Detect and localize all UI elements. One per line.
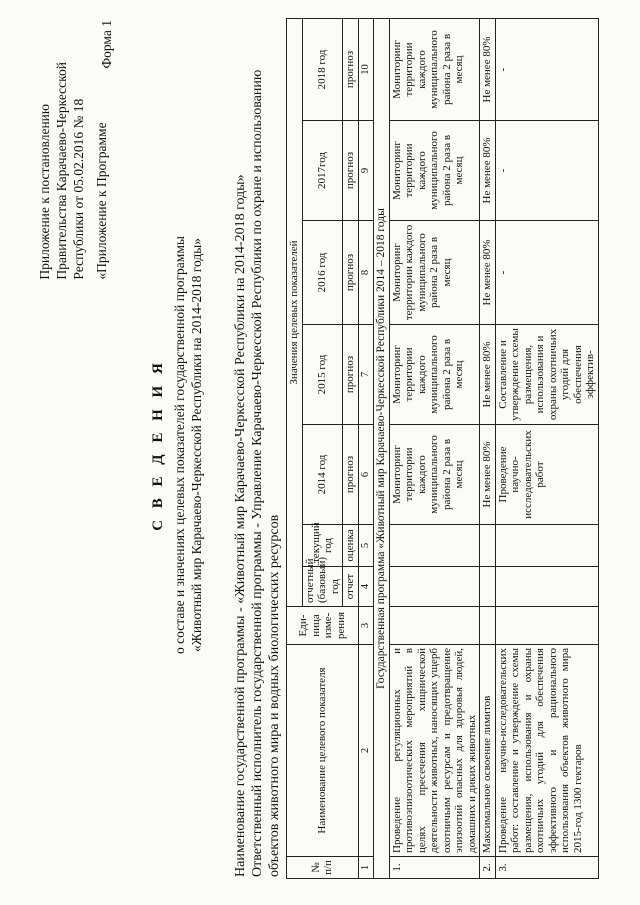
column-number: 2 [358, 645, 374, 857]
row-indicator-name: Проведение регуляционных и противоэпизоотических мероприятий в целях пресечения хищнической деятельности животных, наносящих ущерб охотничьим ресурсам и предотвращение эпизоотий опасных для здоровья людей, домашних и диких животных [389, 645, 480, 857]
col-header-2016: 2016 год [302, 221, 343, 325]
title-line: о составе и значениях целевых показателей государственной программы [172, 236, 187, 654]
row-2014: Проведение научно-исследовательских работ [495, 425, 598, 525]
column-number: 4 [358, 567, 374, 607]
column-number: 5 [358, 525, 374, 567]
col-header-values-group: Значения целевых показателей [287, 19, 303, 607]
program-appendix: «Приложение к Программе [94, 122, 109, 280]
row-2015: Мониторинг территории каждого муниципального района 2 раза в месяц [389, 325, 480, 425]
row-2016: Не менее 80% [480, 221, 496, 325]
subheader-2017: прогноз [343, 121, 359, 221]
row-2014: Мониторинг территории каждого муниципального района 2 раза в месяц [389, 425, 480, 525]
row-unit [480, 607, 496, 645]
col-header-2015: 2015 год [302, 325, 343, 425]
row-num: 2. [480, 857, 496, 879]
row-num: 1. [389, 857, 480, 879]
row-2017: - [495, 121, 598, 221]
row-2017: Мониторинг территории каждого муниципального района 2 раза в месяц [389, 121, 480, 221]
approval-line: Республики от 05.02.2016 № 18 [71, 98, 86, 280]
col-header-2018: 2018 год [302, 19, 343, 121]
program-row-title: Государственная программа «Животный мир Карачаево-Черкесской Республики 2014 – 2018 годы [374, 19, 390, 879]
row-2016: Мониторинг территории каждого муниципального района 2 раза в месяц [389, 221, 480, 325]
col-header-base: отчетный (базовый) год [302, 567, 343, 607]
row-current [495, 525, 598, 567]
column-number: 8 [358, 221, 374, 325]
column-number-row [358, 19, 374, 879]
document-title [150, 185, 205, 705]
col-header-2014: 2014 год [302, 425, 343, 525]
program-meta [232, 20, 283, 877]
form-label: Форма 1 [99, 20, 114, 69]
col-header-unit: Еди-ница изме-рения [287, 607, 359, 645]
approval-line: Приложение к постановлению [37, 104, 52, 280]
row-base [480, 567, 496, 607]
row-unit [389, 607, 480, 645]
subheader-base: отчет [343, 567, 359, 607]
title-main: С В Е Д Е Н И Я [150, 359, 166, 531]
row-2014: Не менее 80% [480, 425, 496, 525]
row-2018: Не менее 80% [480, 19, 496, 121]
approval-note [36, 62, 110, 280]
column-number: 1 [358, 857, 374, 879]
responsible-executor: Ответственный исполнитель государственной программы - Управление Карачаево-Черкесской Республики по охране и использованию объектов животного мира и водных биологических ресурсов [250, 69, 282, 877]
subheader-2015: прогноз [343, 325, 359, 425]
row-base [389, 567, 480, 607]
column-number: 7 [358, 325, 374, 425]
row-2018: - [495, 19, 598, 121]
indicators-table [286, 18, 599, 879]
col-header-num: № п/п [287, 857, 359, 879]
col-header-2017: 2017год [302, 121, 343, 221]
subheader-2016: прогноз [343, 221, 359, 325]
approval-line: Правительства Карачаево-Черкесской [54, 62, 69, 280]
row-indicator-name: Проведение научно-исследовательских работ: составление и утверждение схемы размещения, использования и охраны охотничьих угодий для обеспечения эффективного и рационального использования объектов животного мира 2015-год 1300 гектаров [495, 645, 598, 857]
row-base [495, 567, 598, 607]
row-num: 3. [495, 857, 598, 879]
subheader-current: оценка [343, 525, 359, 567]
program-name: Наименование государственной программы - «Животный мир Карачаево-Черкесской Республики на 2014-2018 годы» [233, 174, 248, 877]
row-2018: Мониторинг территории каждого муниципального района 2 раза в месяц [389, 19, 480, 121]
program-row [374, 19, 390, 879]
row-2017: Не менее 80% [480, 121, 496, 221]
row-2015: Составление и утверждение схемы размещения, использования и охраны охотничьих угодий для обеспечения эффектив- [495, 325, 598, 425]
col-header-name: Наименование целевого показателя [287, 645, 359, 857]
row-indicator-name: Максимальное освоение лимитов [480, 645, 496, 857]
col-header-current: текущий год [302, 525, 343, 567]
column-number: 6 [358, 425, 374, 525]
column-number: 3 [358, 607, 374, 645]
row-unit [495, 607, 598, 645]
row-2015: Не менее 80% [480, 325, 496, 425]
subheader-2018: прогноз [343, 19, 359, 121]
row-2016: - [495, 221, 598, 325]
row-current [480, 525, 496, 567]
subheader-2014: прогноз [343, 425, 359, 525]
row-current [389, 525, 480, 567]
table-row [495, 19, 598, 879]
table-row [389, 19, 480, 879]
column-number: 10 [358, 19, 374, 121]
column-number: 9 [358, 121, 374, 221]
title-line: «Животный мир Карачаево-Черкесской Республики на 2014-2018 годы» [189, 237, 204, 653]
table-row [480, 19, 496, 879]
header-row [287, 19, 303, 879]
